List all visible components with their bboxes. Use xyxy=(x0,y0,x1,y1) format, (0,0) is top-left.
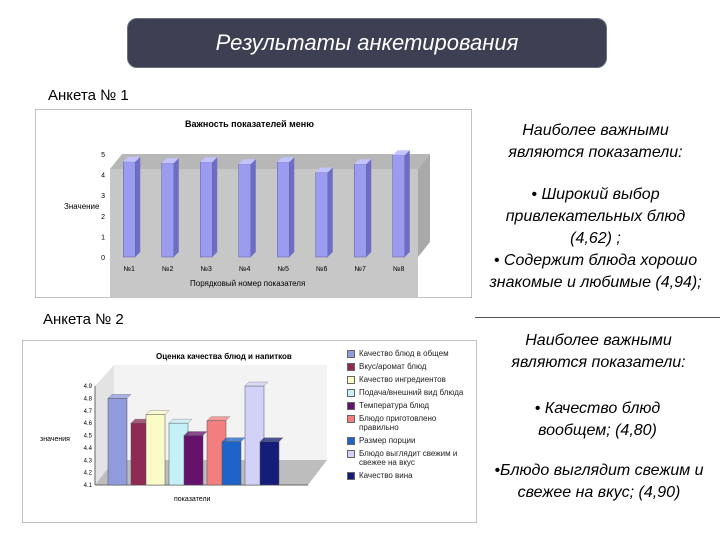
chart2-legend-item xyxy=(347,349,475,358)
chart1-bar xyxy=(239,164,251,257)
chart1-ytick: 0 xyxy=(101,255,105,262)
chart2-xlabel: показатели xyxy=(174,496,211,503)
chart2-ytick: 4.5 xyxy=(83,433,92,440)
chart2-legend-label: Качество блюд в общем xyxy=(359,349,449,358)
chart2-legend-swatch xyxy=(347,376,355,384)
chart2-legend-swatch xyxy=(347,437,355,445)
chart1-bar xyxy=(393,155,405,257)
anketa1-point1: • Широкий выбор привлекательных блюд (4,62) ; xyxy=(505,186,686,247)
chart2-legend-label: Температура блюд xyxy=(359,401,430,410)
chart2-bar-top xyxy=(146,410,169,414)
chart2-bar-top xyxy=(260,438,283,442)
chart1-title: Важность показателей меню xyxy=(185,119,314,129)
chart2-legend-label: Качество вина xyxy=(359,471,413,480)
chart2-legend-label: Подача/внешний вид блюда xyxy=(359,388,464,397)
chart2-legend-swatch xyxy=(347,402,355,410)
chart2-legend-item xyxy=(347,401,475,410)
chart1-ytick: 2 xyxy=(101,213,105,221)
chart2-legend-label: Качество ингредиентов xyxy=(359,375,446,384)
anketa2-intro: Наиболее важными являются показатели: xyxy=(511,332,686,371)
chart2-ylabel: значения xyxy=(40,436,70,443)
chart2-ytick: 4.7 xyxy=(83,408,92,415)
chart2-ytick: 4.4 xyxy=(83,445,92,452)
chart1-bar-side xyxy=(174,158,179,257)
chart2-bar xyxy=(184,436,203,486)
chart1-ytick: 4 xyxy=(101,172,105,180)
chart2-legend-swatch xyxy=(347,450,355,458)
chart2-legend-item xyxy=(347,414,475,432)
chart1-xtick: №3 xyxy=(200,266,212,273)
chart1-bar-side xyxy=(366,159,371,257)
chart2-legend-swatch xyxy=(347,415,355,423)
chart2-legend-swatch xyxy=(347,350,355,358)
chart2-ytick: 4.3 xyxy=(83,458,92,465)
chart2-legend-label: Размер порции xyxy=(359,436,416,445)
chart2-ytick: 4.2 xyxy=(83,470,92,477)
chart2-bar xyxy=(108,398,127,485)
anketa2-point2: •Блюдо выглядит свежим и свежее на вкус; (4,90) xyxy=(494,462,704,501)
chart2-legend-swatch xyxy=(347,389,355,397)
chart1-bar-side xyxy=(212,157,217,257)
chart2-legend-item xyxy=(347,375,475,384)
chart2-title: Оценка качества блюд и напитков xyxy=(156,352,292,361)
chart1-bar xyxy=(316,173,328,257)
chart2-legend-swatch xyxy=(347,363,355,371)
chart1-bar xyxy=(162,163,174,257)
chart2-bar-top xyxy=(207,417,230,421)
chart1-bar-side xyxy=(135,157,140,257)
chart2-legend-label: Блюдо выглядит свежим и свежее на вкус xyxy=(359,449,458,467)
chart2-ytick: 4.6 xyxy=(83,421,92,428)
anketa2-label: Анкета № 2 xyxy=(43,311,124,328)
chart1-svg xyxy=(35,109,472,298)
chart1-ytick: 5 xyxy=(101,152,105,159)
chart2-bar xyxy=(146,414,165,485)
chart1-ytick: 1 xyxy=(101,234,105,242)
chart2-legend-item xyxy=(347,471,475,480)
chart2-legend xyxy=(347,349,475,484)
chart1-bar-side xyxy=(289,157,294,257)
slide-title xyxy=(127,18,607,68)
chart2-legend-item xyxy=(347,388,475,397)
chart1-xtick: №2 xyxy=(162,266,174,273)
chart1-xtick: №5 xyxy=(277,266,289,273)
chart1-xtick: №1 xyxy=(123,266,135,273)
chart1-xtick: №8 xyxy=(393,266,405,273)
chart2-bar xyxy=(260,442,279,485)
chart1-xlabel: Порядковый номер показателя xyxy=(190,279,306,288)
chart1-xtick: №4 xyxy=(239,266,251,273)
chart1-bar xyxy=(200,162,212,257)
anketa1-point2: • Содержит блюда хорошо знакомые и любимые (4,94); xyxy=(489,252,702,291)
chart2-bar-top xyxy=(222,438,245,442)
slide-title-text: Результаты анкетирования xyxy=(215,30,519,55)
chart2-ytick: 4.9 xyxy=(83,384,92,390)
chart2-bar-top xyxy=(169,419,192,423)
chart2-ytick: 4.1 xyxy=(83,483,92,489)
chart2-legend-label: Блюдо приготовлено правильно xyxy=(359,414,437,432)
anketa1-label: Анкета № 1 xyxy=(48,87,129,104)
chart2-legend-item xyxy=(347,362,475,371)
chart2-bar-top xyxy=(245,382,268,386)
chart1-bar-side xyxy=(328,168,333,257)
chart1-bar-side xyxy=(405,150,410,257)
chart1-bar xyxy=(354,164,366,257)
chart1-xtick: №6 xyxy=(316,266,328,273)
chart1-bar-side xyxy=(251,159,256,257)
chart1-ytick: 3 xyxy=(101,193,105,201)
chart1-bar xyxy=(123,162,135,257)
chart2-legend-label: Вкус/аромат блюд xyxy=(359,362,427,371)
anketa2-point1: • Качество блюд вообщем; (4,80) xyxy=(534,400,661,439)
chart1-xtick: №7 xyxy=(354,266,366,273)
chart1-ylabel: Значение xyxy=(64,202,100,211)
anketa1-intro: Наиболее важными являются показатели: xyxy=(508,122,683,161)
section-divider xyxy=(475,317,720,318)
chart2-bar-top xyxy=(184,432,207,436)
chart2-bar-top xyxy=(108,394,131,398)
chart1-bar xyxy=(277,162,289,257)
chart1 xyxy=(35,109,472,298)
chart2-legend-swatch xyxy=(347,472,355,480)
chart2-legend-item xyxy=(347,449,475,467)
chart2-ytick: 4.8 xyxy=(83,396,92,403)
chart2-bar xyxy=(222,442,241,485)
chart2-legend-item xyxy=(347,436,475,445)
